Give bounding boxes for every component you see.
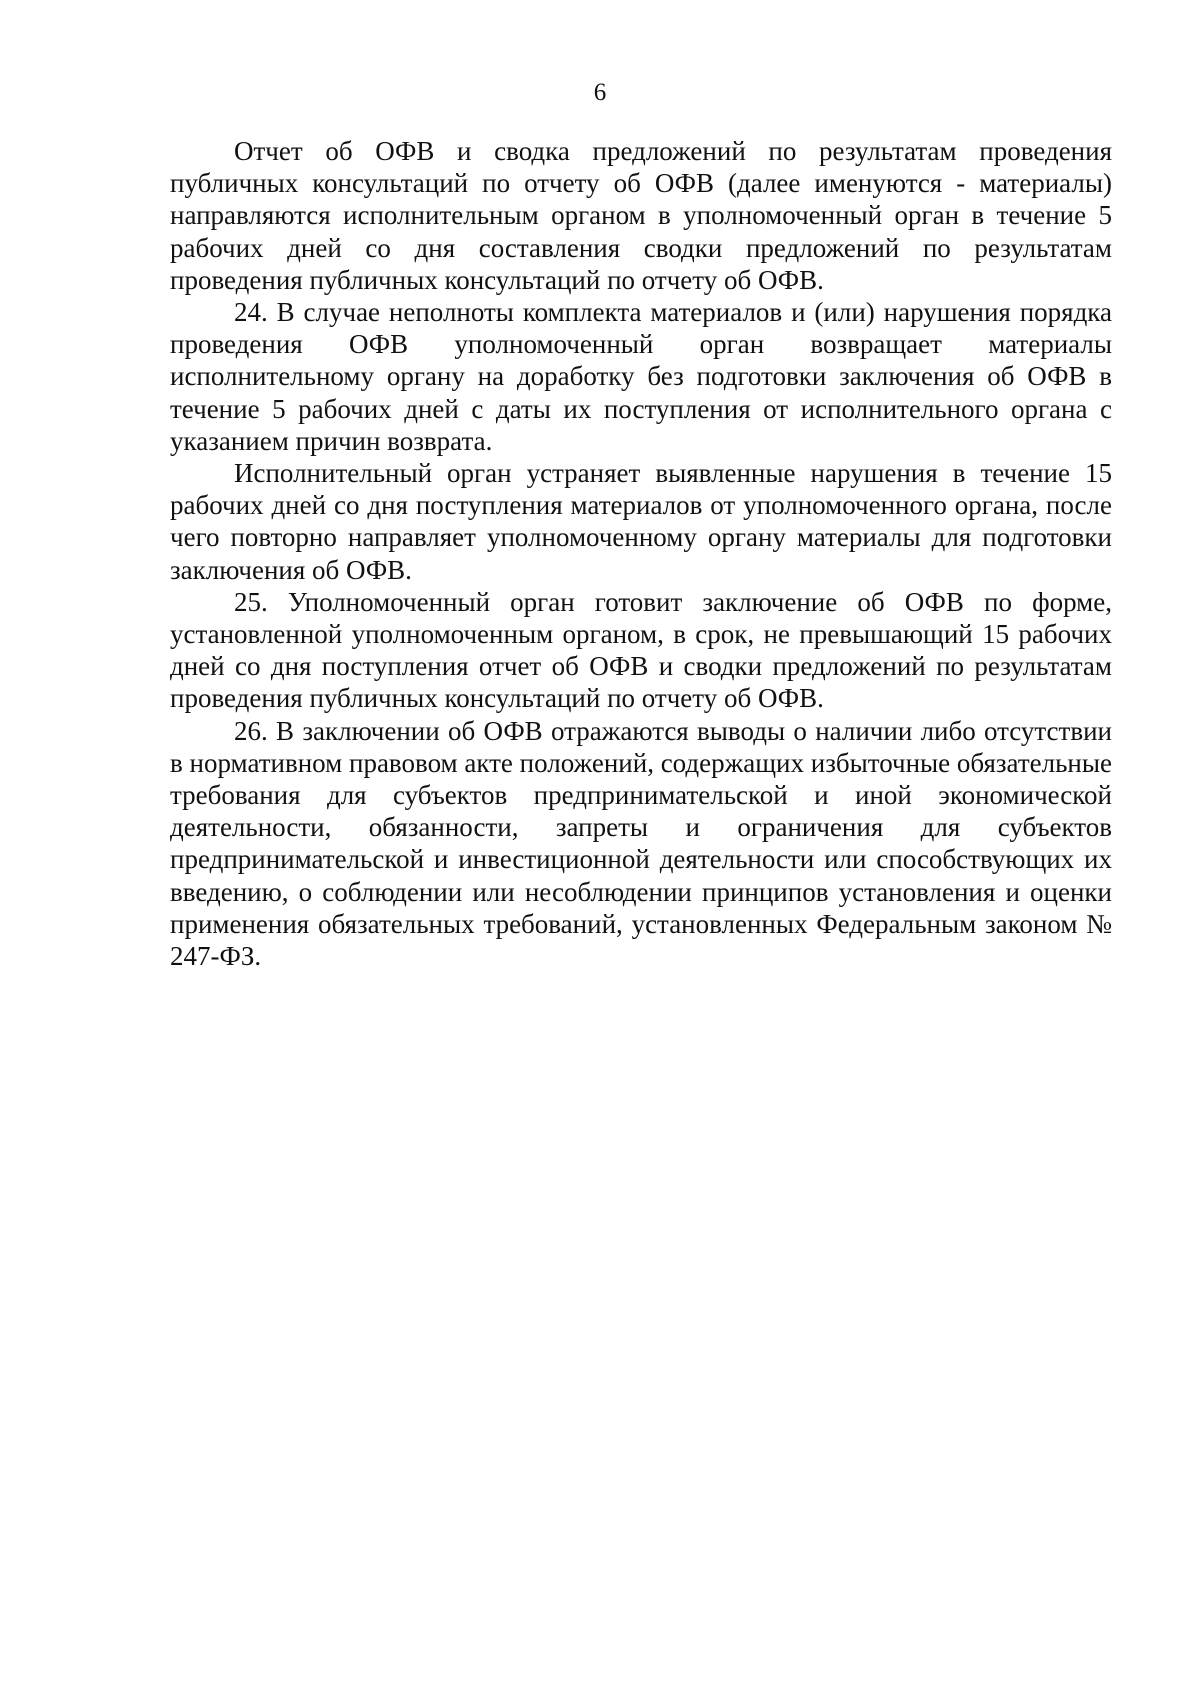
paragraph-violations-correction: Исполнительный орган устраняет выявленные нарушения в течение 15 рабочих дней со дня поступления материалов от уполномоченного органа, после чего повторно направляет уполномоченному органу материалы для подготовки заключения об ОФВ. xyxy=(170,458,1112,585)
paragraph-materials-submission: Отчет об ОФВ и сводка предложений по результатам проведения публичных консультаций по отчету об ОФВ (далее именуются - материалы) направляются исполнительным органом в уполномоченный орган в течение 5 рабочих дней со дня составления сводки предложений по результатам проведения публичных консультаций по отчету об ОФВ. xyxy=(170,136,1112,295)
page-number: 6 xyxy=(593,79,607,106)
document-body xyxy=(170,135,1112,972)
paragraph-item-26: 26. В заключении об ОФВ отражаются выводы о наличии либо отсутствии в нормативном правовом акте положений, содержащих избыточные обязательные требования для субъектов предпринимательской и иной экономической деятельности, обязанности, запреты и ограничения для субъектов предпринимательской и инвестиционной деятельности или способствующих их введению, о соблюдении или несоблюдении принципов установления и оценки применения обязательных требований, установленных Федеральным законом № 247-ФЗ. xyxy=(170,715,1112,972)
paragraph-item-24: 24. В случае неполноты комплекта материалов и (или) нарушения порядка проведения ОФВ уполномоченный орган возвращает материалы исполнительному органу на доработку без подготовки заключения об ОФВ в течение 5 рабочих дней с даты их поступления от исполнительного органа с указанием причин возврата. xyxy=(170,297,1112,456)
paragraph-item-25: 25. Уполномоченный орган готовит заключение об ОФВ по форме, установленной уполномоченным органом, в срок, не превышающий 15 рабочих дней со дня поступления отчет об ОФВ и сводки предложений по результатам проведения публичных консультаций по отчету об ОФВ. xyxy=(170,586,1112,714)
